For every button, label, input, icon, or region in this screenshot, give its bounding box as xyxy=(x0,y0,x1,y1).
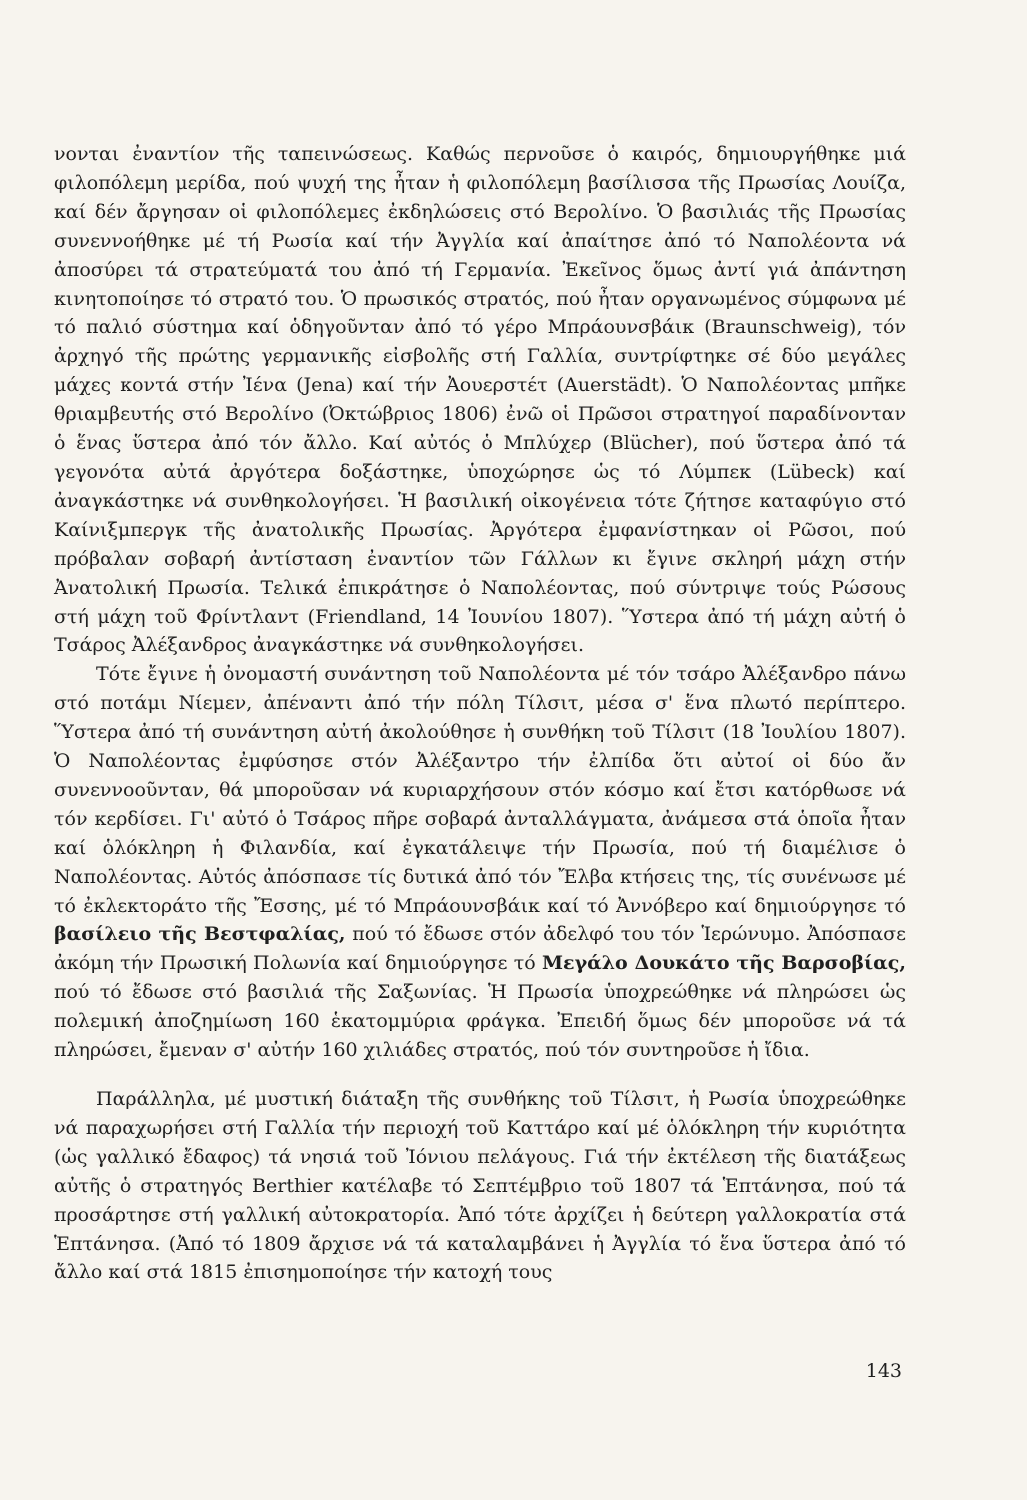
body-text xyxy=(54,140,906,1287)
bold-term-warsaw: Μεγάλο Δουκάτο τῆς Βαρσοβίας, xyxy=(541,952,906,975)
text-segment: πού τό ἔδωσε στόν ἀδελφό του τόν Ἱερώνυμο. Ἀπόσπασε ἀκόμη τήν Πρωσική Πολωνία καί δημιούργησε τό xyxy=(54,923,906,975)
text-segment: Παράλληλα, μέ μυστική διάταξη τῆς συνθήκης τοῦ Τίλσιτ, ἡ Ρωσία ὑποχρεώθηκε νά παραχωρήσει στή Γαλλία τήν περιοχή τοῦ Καττάρο καί μέ ὁλόκληρη τήν κυριότητα (ὡς γαλλικό ἔδαφος) τά νησιά τοῦ Ἰόνιου πελάγους. Γιά τήν ἐκτέλεση τῆς διατάξεως αὐτῆς ὁ στρατηγός Berthier κατέλαβε τό Σεπτέμβριο τοῦ 1807 τά Ἑπτάνησα, πού τά προσάρτησε στή γαλλική αὐτοκρατορία. Ἀπό τότε ἀρχίζει ἡ δεύτερη γαλλοκρατία στά Ἑπτάνησα. (Ἀπό τό 1809 ἄρχισε νά τά καταλαμβάνει ἡ Ἀγγλία τό ἕνα ὕστερα ἀπό τό ἄλλο καί στά 1815 ἐπισημοποίησε τήν κατοχή τους xyxy=(54,1088,906,1284)
bold-term-westphalia: βασίλειο τῆς Βεστφαλίας, xyxy=(54,923,346,946)
text-segment: πού τό ἔδωσε στό βασιλιά τῆς Σαξωνίας. Ἡ Πρωσία ὑποχρεώθηκε νά πληρώσει ὡς πολεμική ἀποζημίωση 160 ἑκατομμύρια φράγκα. Ἐπειδή ὅμως δέν μποροῦσε νά τά πληρώσει, ἔμεναν σ' αὐτήν 160 χιλιάδες στρατός, πού τόν συντηροῦσε ἡ ἴδια. xyxy=(54,981,906,1062)
paragraph-2 xyxy=(54,660,906,1065)
text-segment: νονται ἐναντίον τῆς ταπεινώσεως. Καθώς περνοῦσε ὁ καιρός, δημιουργήθηκε μιά φιλοπόλεμη μερίδα, πού ψυχή της ἦταν ἡ φιλοπόλεμη βασίλισσα τῆς Πρωσίας Λουίζα, καί δέν ἄργησαν οἱ φιλοπόλεμες ἐκδηλώσεις στό Βερολίνο. Ὁ βασιλιάς τῆς Πρωσίας συνεννοήθηκε μέ τή Ρωσία καί τήν Ἀγγλία καί ἀπαίτησε ἀπό τό Ναπολέοντα νά ἀποσύρει τά στρατεύματά του ἀπό τή Γερμανία. Ἐκεῖνος ὅμως ἀντί γιά ἀπάντηση κινητοποίησε τό στρατό του. Ὁ πρωσικός στρατός, πού ἦταν οργανωμένος σύμφωνα μέ τό παλιό σύστημα καί ὁδηγοῦνταν ἀπό τό γέρο Μπράουνσβάικ (Braunschweig), τόν ἀρχηγό τῆς πρώτης γερμανικῆς εἰσβολῆς στή Γαλλία, συντρίφτηκε σέ δύο μεγάλες μάχες κοντά στήν Ἰένα (Jena) καί τήν Ἀουερστέτ (Auerstädt). Ὁ Ναπολέοντας μπῆκε θριαμβευτής στό Βερολίνο (Ὀκτώβριος 1806) ἐνῶ οἱ Πρῶσοι στρατηγοί παραδίνονταν ὁ ἕνας ὕστερα ἀπό τόν ἄλλο. Καί αὐτός ὁ Μπλύχερ (Blücher), πού ὕστερα ἀπό τά γεγονότα αὐτά ἀργότερα δοξάστηκε, ὑποχώρησε ὡς τό Λύμπεκ (Lübeck) καί ἀναγκάστηκε νά συνθηκολογήσει. Ἡ βασιλική οἰκογένεια τότε ζήτησε καταφύγιο στό Καίνιξμπεργκ τῆς ἀνατολικῆς Πρωσίας. Ἀργότερα ἐμφανίστηκαν οἱ Ρῶσοι, πού πρόβαλαν σοβαρή ἀντίσταση ἐναντίον τῶν Γάλλων κι ἔγινε σκληρή μάχη στήν Ἀνατολική Πρωσία. Τελικά ἐπικράτησε ὁ Ναπολέοντας, πού σύντριψε τούς Ρώσους στή μάχη τοῦ Φρίντλαντ (Friendland, 14 Ἰουνίου 1807). Ὕστερα ἀπό τή μάχη αὐτή ὁ Τσάρος Ἀλέξανδρος ἀναγκάστηκε νά συνθηκολογήσει. xyxy=(54,143,906,657)
paragraph-1 xyxy=(54,140,906,660)
paragraph-3 xyxy=(54,1085,906,1287)
page-number: 143 xyxy=(865,1360,902,1382)
text-segment: Τότε ἔγινε ἡ ὀνομαστή συνάντηση τοῦ Ναπολέοντα μέ τόν τσάρο Ἀλέξανδρο πάνω στό ποτάμι Νίεμεν, ἀπέναντι ἀπό τήν πόλη Τίλσιτ, μέσα σ' ἕνα πλωτό περίπτερο. Ὕστερα ἀπό τή συνάντηση αὐτή ἀκολούθησε ἡ συνθήκη τοῦ Τίλσιτ (18 Ἰουλίου 1807). Ὁ Ναπολέοντας ἐμφύσησε στόν Ἀλέξαντρο τήν ἐλπίδα ὅτι αὐτοί οἱ δύο ἄν συνεννοοῦνταν, θά μποροῦσαν νά κυριαρχήσουν στόν κόσμο καί ἔτσι κατόρθωσε νά τόν κερδίσει. Γι' αὐτό ὁ Τσάρος πῆρε σοβαρά ἀνταλλάγματα, ἀνάμεσα στά ὁποῖα ἦταν καί ὁλόκληρη ἡ Φιλανδία, καί ἐγκατάλειψε τήν Πρωσία, πού τή διαμέλισε ὁ Ναπολέοντας. Αὐτός ἀπόσπασε τίς δυτικά ἀπό τόν Ἔλβα κτήσεις της, τίς συνένωσε μέ τό ἐκλεκτοράτο τῆς Ἔσσης, μέ τό Μπράουνσβάικ καί τό Ἀννόβερο καί δημιούργησε τό xyxy=(54,663,906,917)
